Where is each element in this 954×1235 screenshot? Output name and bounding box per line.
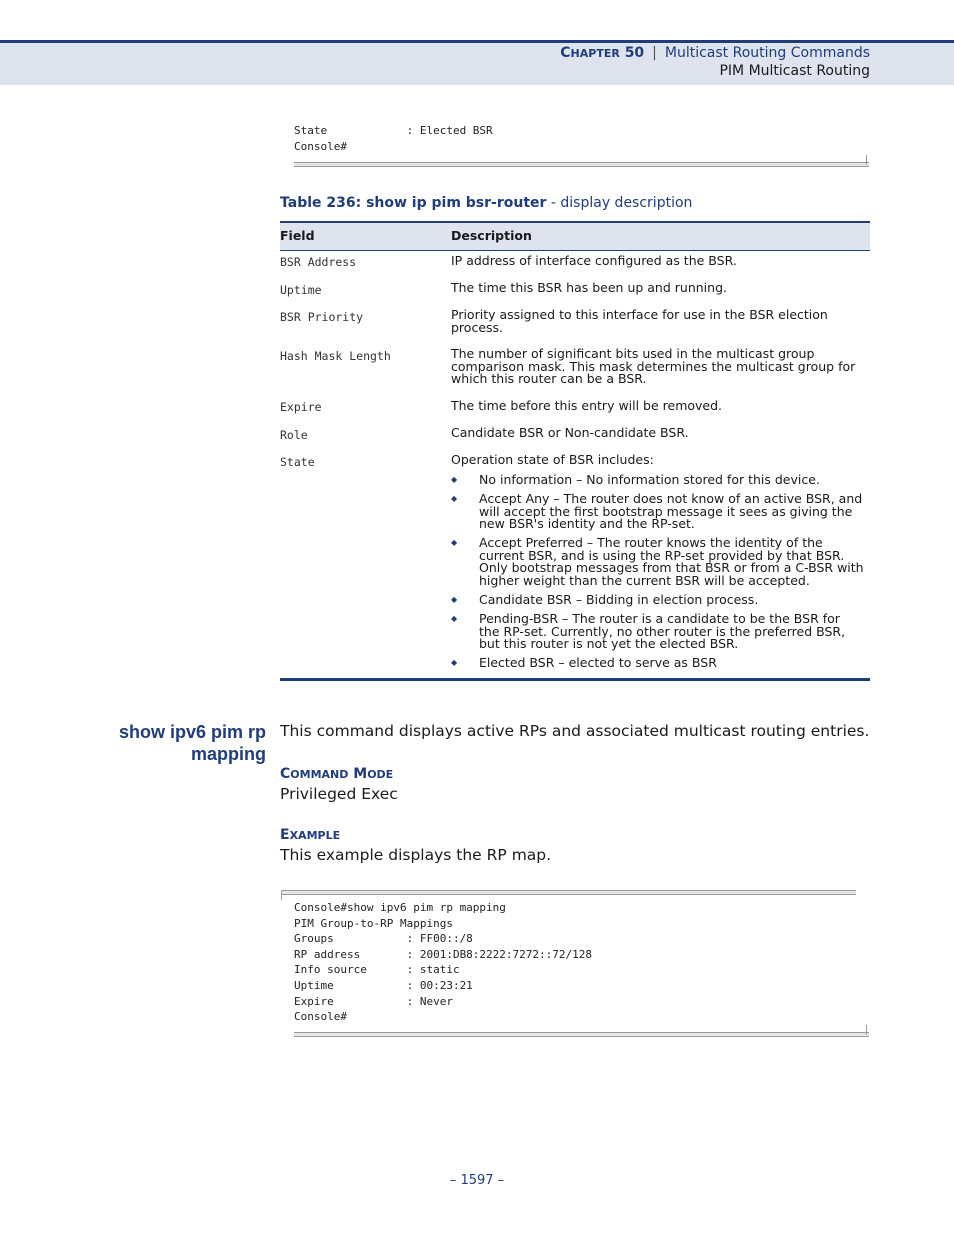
- table-row-description: The number of significant bits used in the multicast group comparison mask. This mask determines the multicast group for which this router can be a BSR.: [451, 346, 856, 386]
- example-description: This example displays the RP map.: [280, 846, 552, 864]
- chapter-number: 50: [624, 45, 645, 61]
- table-header: [280, 223, 870, 251]
- state-bullet-item: Pending-BSR – The router is a candidate to be the BSR for the RP-set. Currently, no other router is the preferred BSR, but this router is not yet the elected BSR.: [479, 611, 846, 651]
- section-heading: PIM Multicast Routing: [719, 63, 870, 79]
- table-caption-title: Table 236: show ip pim bsr-router: [280, 195, 547, 211]
- heading-initial: E: [280, 827, 290, 843]
- code-block-top-rule: [281, 890, 856, 895]
- bullet-icon: ◆: [451, 475, 458, 484]
- table-caption: [280, 195, 692, 211]
- code-line: PIM Group-to-RP Mappings: [294, 916, 453, 930]
- code-line: Console#: [294, 139, 347, 153]
- table-row-description: Operation state of BSR includes:: [451, 452, 654, 467]
- code-block-bottom-rule: [294, 162, 869, 167]
- heading-rest: ODE: [367, 768, 394, 781]
- command-description: This command displays active RPs and associated multicast routing entries.: [280, 722, 870, 740]
- heading-initial: M: [353, 766, 368, 782]
- header-separator: |: [652, 45, 657, 61]
- code-block-corner: [866, 1025, 867, 1035]
- state-bullet-item: Candidate BSR – Bidding in election process.: [479, 592, 759, 607]
- state-bullet-item: Elected BSR – elected to serve as BSR: [479, 655, 717, 670]
- code-line: State : Elected BSR: [294, 124, 493, 137]
- example-heading: [280, 827, 340, 843]
- bullet-icon: ◆: [451, 614, 458, 623]
- state-bullet-item: Accept Preferred – The router knows the identity of the current BSR, and is using the RP-set provided by that BSR. Only bootstrap messages from that BSR or from a C-BSR with higher weight than the current BSR will be accepted.: [479, 535, 864, 588]
- chapter-prefix: C: [560, 45, 571, 61]
- code-line: Expire : Never: [294, 994, 453, 1008]
- code-line: Info source : static: [294, 963, 460, 977]
- heading-rest: OMMAND: [290, 768, 349, 781]
- table-row-description: Priority assigned to this interface for use in the BSR election process.: [451, 307, 828, 335]
- example-code-block: [294, 900, 592, 1025]
- code-line: Groups : FF00::/8: [294, 932, 473, 946]
- code-block-bottom-rule: [294, 1032, 869, 1037]
- table-bottom-rule: [280, 678, 870, 681]
- chapter-title: Multicast Routing Commands: [664, 45, 870, 61]
- heading-rest: XAMPLE: [289, 829, 341, 842]
- code-line: RP address : 2001:DB8:2222:7272::72/128: [294, 947, 593, 961]
- table-row-description: The time before this entry will be removed.: [451, 398, 723, 413]
- table-row-field: Hash Mask Length: [280, 349, 391, 363]
- bullet-icon: ◆: [451, 494, 458, 503]
- state-bullet-item: No information – No information stored for this device.: [479, 472, 820, 487]
- table-row-description: IP address of interface configured as the BSR.: [451, 253, 737, 268]
- page-number: – 1597 –: [449, 1173, 505, 1188]
- code-block-corner: [866, 155, 867, 165]
- table-row-description: The time this BSR has been up and running.: [451, 280, 727, 295]
- table-row-field: Role: [280, 428, 308, 442]
- table-row-field: State: [280, 455, 315, 469]
- top-code-block: [294, 123, 493, 154]
- bullet-icon: ◆: [451, 658, 458, 667]
- column-header-description: Description: [451, 228, 532, 243]
- table-caption-subtitle: - display description: [546, 195, 693, 211]
- code-line: Console#: [294, 1010, 347, 1024]
- table-row-field: BSR Address: [280, 255, 357, 269]
- command-heading: [119, 721, 266, 765]
- state-bullet-item: Accept Any – The router does not know of an active BSR, and will accept the first bootstrap message it sees as giving the new BSR's identity and the RP-set.: [479, 491, 863, 531]
- table-row-field: Expire: [280, 400, 322, 414]
- command-mode-heading: [280, 766, 393, 782]
- heading-initial: C: [280, 766, 291, 782]
- code-block-corner: [281, 890, 282, 900]
- command-mode-value: Privileged Exec: [280, 785, 398, 803]
- chapter-heading: [560, 45, 870, 61]
- command-heading-line: mapping: [191, 744, 266, 764]
- command-heading-line: show ipv6 pim rp: [118, 722, 266, 742]
- chapter-word: HAPTER: [570, 47, 620, 60]
- chapter-label: [560, 45, 644, 61]
- table-row-field: BSR Priority: [280, 310, 364, 324]
- bullet-icon: ◆: [451, 595, 458, 604]
- code-line: Uptime : 00:23:21: [294, 978, 473, 992]
- bullet-icon: ◆: [451, 538, 458, 547]
- column-header-field: Field: [280, 228, 315, 243]
- code-line: Console#show ipv6 pim rp mapping: [294, 901, 506, 914]
- table-row-description: Candidate BSR or Non-candidate BSR.: [451, 425, 689, 440]
- table-row-field: Uptime: [280, 283, 322, 297]
